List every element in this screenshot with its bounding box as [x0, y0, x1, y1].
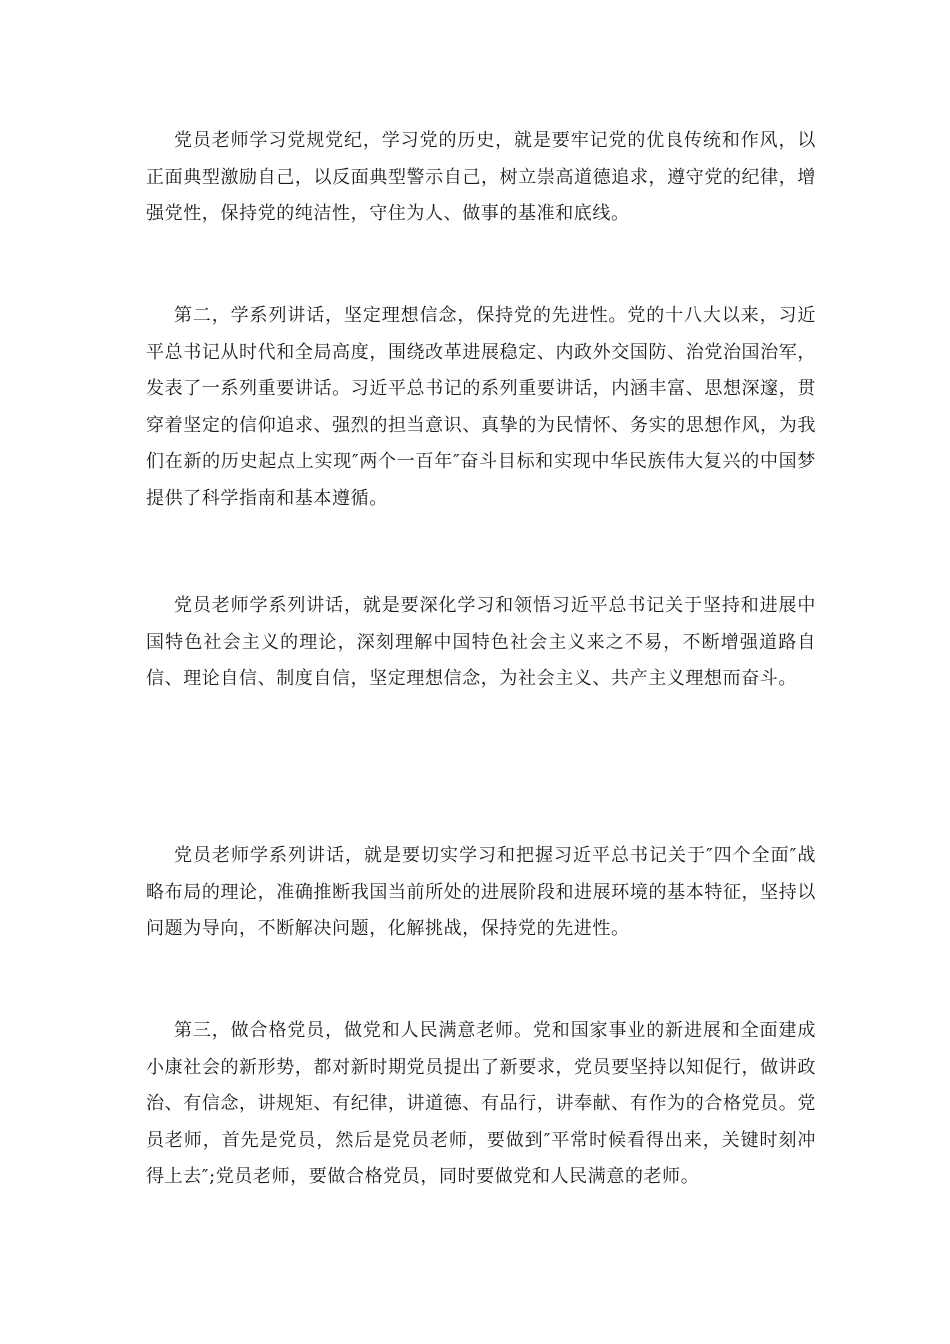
paragraph-4: 党员老师学系列讲话，就是要切实学习和把握习近平总书记关于″四个全面″战略布局的理论，准确推断我国当前所处的进展阶段和进展环境的基本特征，坚持以问题为导向，不断解决问题，化解挑战，保持党的先进性。 [146, 845, 816, 939]
paragraph-5: 第三，做合格党员，做党和人民满意老师。党和国家事业的新进展和全面建成小康社会的新形势，都对新时期党员提出了新要求，党员要坚持以知促行，做讲政治、有信念，讲规矩、有纪律，讲道德、有品行，讲奉献、有作为的合格党员。党员老师，首先是党员，然后是党员老师，要做到″平常时候看得出来，关键时刻冲得上去″;党员老师，要做合格党员，同时要做党和人民满意的老师。 [146, 1020, 816, 1187]
paragraph-3: 党员老师学系列讲话，就是要深化学习和领悟习近平总书记关于坚持和进展中国特色社会主义的理论，深刻理解中国特色社会主义来之不易，不断增强道路自信、理论自信、制度自信，坚定理想信念，为社会主义、共产主义理想而奋斗。 [146, 595, 816, 689]
paragraph-2: 第二，学系列讲话，坚定理想信念，保持党的先进性。党的十八大以来，习近平总书记从时代和全局高度，围绕改革进展稳定、内政外交国防、治党治国治军，发表了一系列重要讲话。习近平总书记的系列重要讲话，内涵丰富、思想深邃，贯穿着坚定的信仰追求、强烈的担当意识、真挚的为民情怀、务实的思想作风，为我们在新的历史起点上实现″两个一百年″奋斗目标和实现中华民族伟大复兴的中国梦提供了科学指南和基本遵循。 [146, 305, 816, 509]
paragraph-1: 党员老师学习党规党纪，学习党的历史，就是要牢记党的优良传统和作风，以正面典型激励自己，以反面典型警示自己，树立崇高道德追求，遵守党的纪律，增强党性，保持党的纯洁性，守住为人、做事的基准和底线。 [146, 130, 816, 224]
